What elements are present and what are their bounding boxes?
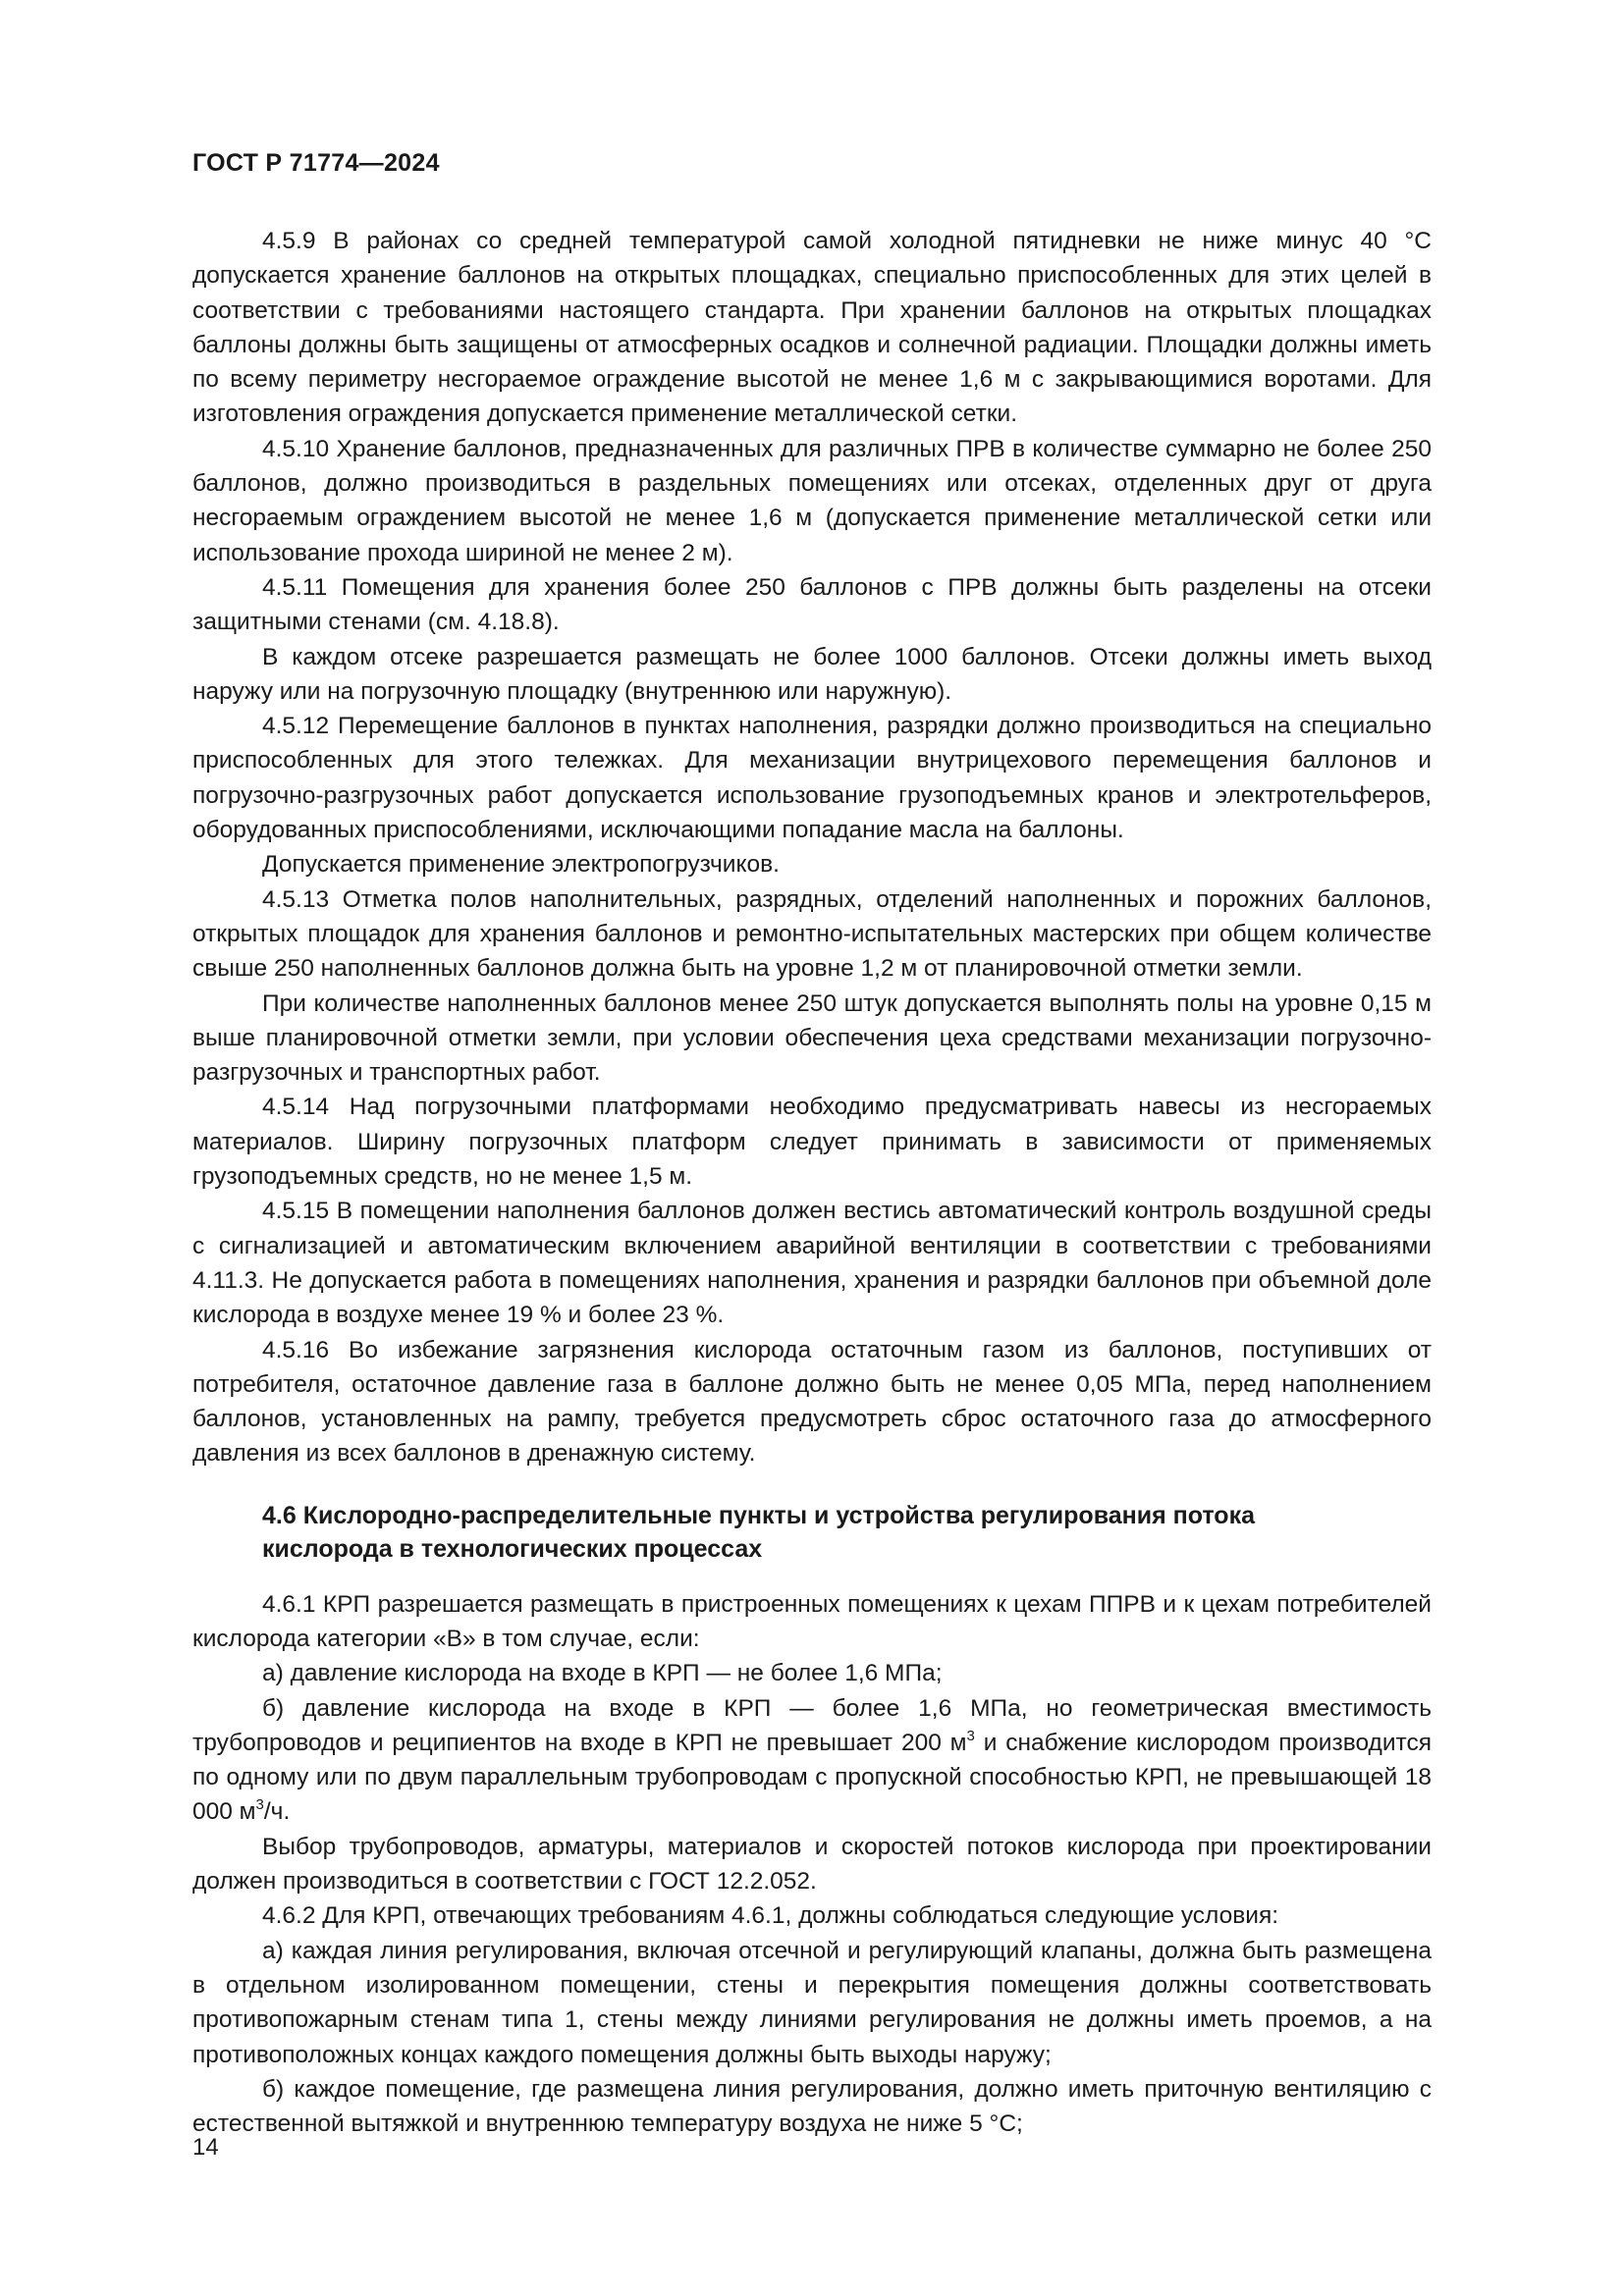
paragraph-forklifts: Допускается применение электропогрузчиков. <box>262 851 780 879</box>
text-part: /ч. <box>263 1798 291 1826</box>
section-heading-line2: кислорода в технологических процессах <box>262 1534 763 1563</box>
paragraph-4-6-2-a: а) каждая линия регулирования, включая отсечной и регулирующий клапаны, должна быть размещена в отдельном изолированном помещении, стены и перекрытия помещения должны соответствовать противопожарным стенам типа 1, стены между линиями регулирования не должны иметь проемов, а на противоположных концах каждого помещения должны быть выходы наружу; <box>192 1937 1432 2068</box>
paragraph-4-6-1: 4.6.1 КРП разрешается размещать в пристроенных помещениях к цехам ППРВ и к цехам потребителей кислорода категории «В» в том случае, если: <box>192 1590 1432 1652</box>
paragraph-pipeline-selection: Выбор трубопроводов, арматуры, материалов и скоростей потоков кислорода при проектировании должен производиться в соответствии с ГОСТ 12.2.052. <box>192 1833 1432 1896</box>
page-number: 14 <box>192 2134 219 2161</box>
document-body <box>192 224 1432 2141</box>
paragraph-4-6-2: 4.6.2 Для КРП, отвечающих требованиям 4.6.1, должны соблюдаться следующие условия: <box>262 1902 1279 1930</box>
paragraph-floor-level: При количестве наполненных баллонов менее 250 штук допускается выполнять полы на уровне 0,15 м выше планировочной отметки земли, при условии обеспечения цеха средствами механизации погрузочно-разгрузочных и транспортных работ. <box>192 989 1432 1087</box>
section-heading-line1: 4.6 Кислородно-распределительные пункты и устройства регулирования потока <box>262 1501 1255 1529</box>
paragraph-4-5-15: 4.5.15 В помещении наполнения баллонов должен вестись автоматический контроль воздушной среды с сигнализацией и автоматическим включением аварийной вентиляции в соответствии с требованиями 4.11.3. Не допускается работа в помещениях наполнения, хранения и разрядки баллонов при объемной доле кислорода в воздухе менее 19 % и более 23 %. <box>192 1198 1432 1329</box>
paragraph-4-6-2-b: б) каждое помещение, где размещена линия регулирования, должно иметь приточную вентиляцию с естественной вытяжкой и внутреннюю температуру воздуха не ниже 5 °С; <box>192 2075 1432 2138</box>
paragraph-4-5-14: 4.5.14 Над погрузочными платформами необходимо предусматривать навесы из несгораемых материалов. Ширину погрузочных платформ следует принимать в зависимости от применяемых грузоподъемных средств, но не менее 1,5 м. <box>192 1094 1432 1191</box>
text-part: б) давление кислорода на входе в КРП — более 1,6 МПа, но геометрическая вместимость трубопроводов и реципиентов на входе в КРП не превышает 200 м <box>192 1694 1432 1756</box>
paragraph-4-5-9: 4.5.9 В районах со средней температурой самой холодной пятидневки не ниже минус 40 °С допускается хранение баллонов на открытых площадках, специально приспособленных для этих целей в соответствии с требованиями настоящего стандарта. При хранении баллонов на открытых площадках баллоны должны быть защищены от атмосферных осадков и солнечной радиации. Площадки должны иметь по всему периметру несгораемое ограждение высотой не менее 1,6 м с закрывающимися воротами. Для изготовления ограждения допускается применение металлической сетки. <box>192 228 1432 428</box>
paragraph-4-6-1-b <box>192 1691 1432 1830</box>
text-part: и снабжение кислородом производится по одному или по двум параллельным трубопроводам с пропускной способностью КРП, не превышающей 18 000 м <box>192 1729 1432 1826</box>
paragraph-4-6-1-a: а) давление кислорода на входе в КРП — не более 1,6 МПа; <box>262 1660 943 1687</box>
section-heading-4-6 <box>192 1499 1432 1566</box>
superscript: 3 <box>966 1727 975 1744</box>
paragraph-4-5-12: 4.5.12 Перемещение баллонов в пунктах наполнения, разрядки должно производиться на специально приспособленных для этого тележках. Для механизации внутрицехового перемещения баллонов и погрузочно-разгрузочных работ допускается использование грузоподъемных кранов и электротельферов, оборудованных приспособлениями, исключающими попадание масла на баллоны. <box>192 713 1432 844</box>
document-header: ГОСТ Р 71774—2024 <box>192 149 440 177</box>
paragraph-4-5-10: 4.5.10 Хранение баллонов, предназначенных для различных ПРВ в количестве суммарно не более 250 баллонов, должно производиться в раздельных помещениях или отсеках, отделенных друг от друга несгораемым ограждением высотой не менее 1,6 м (допускается применение металлической сетки или использование прохода шириной не менее 2 м). <box>192 435 1432 566</box>
paragraph-4-5-11: 4.5.11 Помещения для хранения более 250 баллонов с ПРВ должны быть разделены на отсеки защитными стенами (см. 4.18.8). <box>192 573 1432 636</box>
paragraph-compartments: В каждом отсеке разрешается размещать не более 1000 баллонов. Отсеки должны иметь выход наружу или на погрузочную площадку (внутреннюю или наружную). <box>192 643 1432 705</box>
superscript: 3 <box>255 1796 264 1814</box>
paragraph-4-5-13: 4.5.13 Отметка полов наполнительных, разрядных, отделений наполненных и порожних баллонов, открытых площадок для хранения баллонов и ремонтно-испытательных мастерских при общем количестве свыше 250 наполненных баллонов должна быть на уровне 1,2 м от планировочной отметки земли. <box>192 885 1432 983</box>
paragraph-4-5-16: 4.5.16 Во избежание загрязнения кислорода остаточным газом из баллонов, поступивших от потребителя, остаточное давление газа в баллоне должно быть не менее 0,05 МПа, перед наполнением баллонов, установленных на рампу, требуется предусмотреть сброс остаточного газа до атмосферного давления из всех баллонов в дренажную систему. <box>192 1336 1432 1468</box>
